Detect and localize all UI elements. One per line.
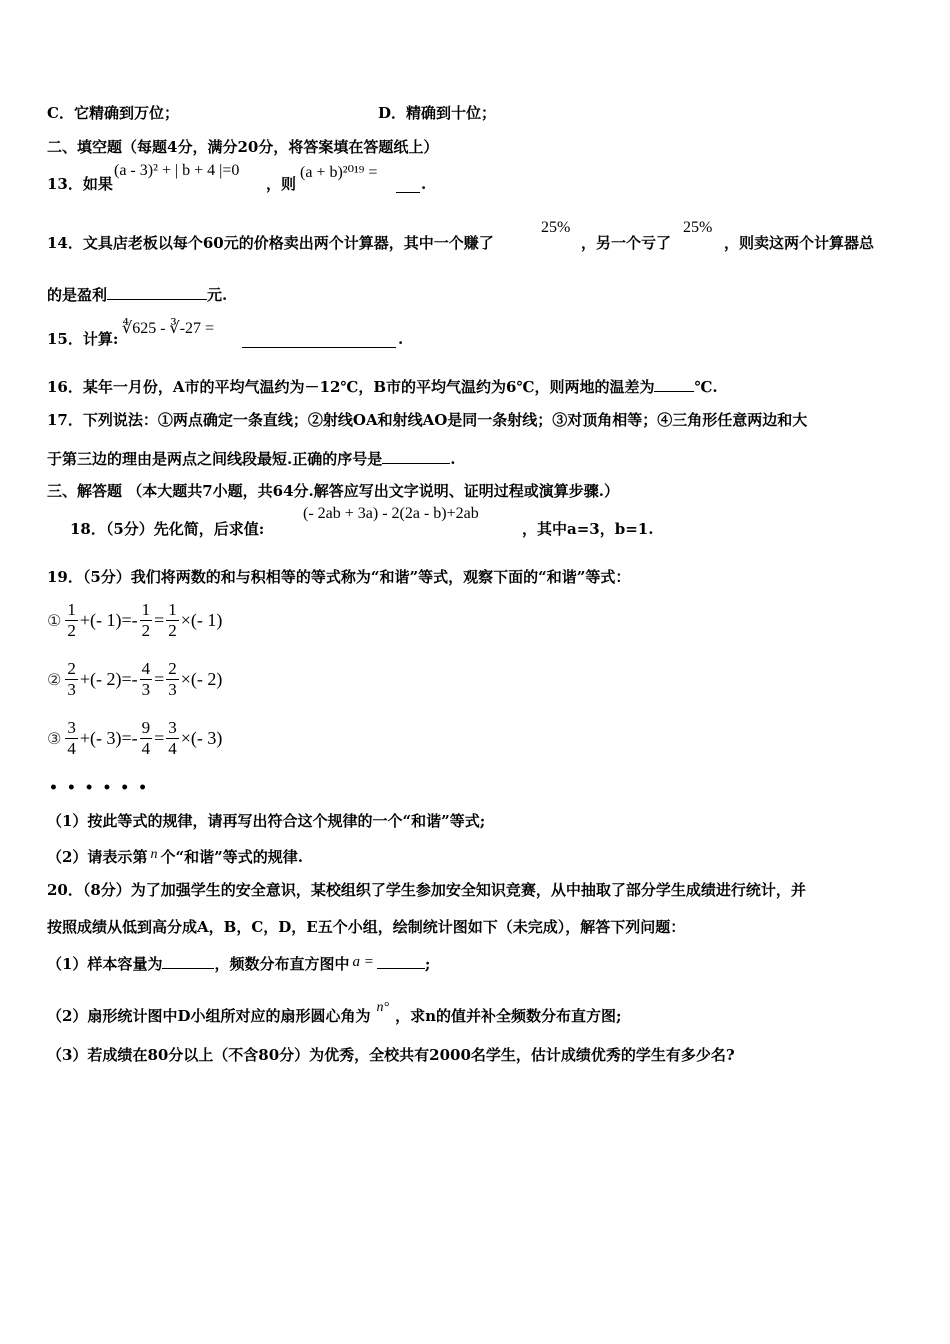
eq3-term1: +(- 3)=- <box>79 728 138 748</box>
eq2-term1: +(- 2)=- <box>79 669 138 689</box>
q16-suffix: ℃. <box>694 378 718 396</box>
q20-sub1-suffix: ; <box>424 955 431 973</box>
eq1-frac1: $\frac{1}{2}$ <box>67 600 76 640</box>
q14-line2 <box>47 283 227 305</box>
q19-intro: 19．（5分）我们将两数的和与积相等的等式称为“和谐”等式，观察下面的“和谐”等式： <box>47 568 631 586</box>
eq1-mark: ① <box>47 611 62 630</box>
q17-line2-suffix: . <box>450 450 456 468</box>
question-16 <box>47 375 718 397</box>
eq3-term2: = <box>154 728 165 748</box>
q13-prefix: 13．如果 <box>47 175 113 193</box>
eq1-term3: ×(- 1) <box>180 610 223 630</box>
q14-part3: ，则卖这两个计算器总 <box>724 234 875 252</box>
q18-prefix: 18．（5分）先化简，后求值: <box>70 520 265 538</box>
q17-line2 <box>47 447 455 469</box>
q15-suffix: . <box>398 330 404 348</box>
q13-suffix: . <box>421 175 427 193</box>
q19-equation-2 <box>47 659 222 700</box>
q14-part2: ，另一个亏了 <box>581 234 672 252</box>
q14-blank <box>107 283 207 300</box>
q19-sub2-var: n <box>150 847 158 862</box>
q19-sub1: （1）按此等式的规律，请再写出符合这个规律的一个“和谐”等式; <box>47 812 486 830</box>
q14-pct2: 25% <box>683 219 713 236</box>
q13-condition: (a - 3)² + | b + 4 |=0 <box>114 162 240 179</box>
q19-sub2 <box>47 845 303 867</box>
q13-expr: (a + b)²⁰¹⁹ = <box>300 164 378 181</box>
eq2-mark: ② <box>47 670 62 689</box>
q16-blank <box>654 375 694 392</box>
question-13 <box>47 174 113 194</box>
section-3-title: 三、解答题 （本大题共7小题，共64分.解答应写出文字说明、证明过程或演算步骤.） <box>47 482 619 500</box>
q20-line2: 按照成绩从低到高分成A，B，C，D，E五个小组，绘制统计图如下（未完成），解答下列问题： <box>47 918 686 936</box>
q20-blank-1 <box>162 952 214 969</box>
eq3-frac1: $\frac{3}{4}$ <box>67 718 76 758</box>
option-d: D．精确到十位； <box>378 104 497 122</box>
q19-equation-1 <box>47 600 222 641</box>
q20-sub1-mid: ，频数分布直方图中 <box>214 955 350 973</box>
q19-sub2-suffix: 个“和谐”等式的规律. <box>160 848 303 866</box>
eq3-mark: ③ <box>47 729 62 748</box>
q18-suffix: ，其中a=3，b=1. <box>522 520 654 538</box>
eq3-term3: ×(- 3) <box>180 728 223 748</box>
q14-line2-prefix: 的是盈利 <box>47 286 108 304</box>
q14-part1: 14．文具店老板以每个60元的价格卖出两个计算器，其中一个赚了 <box>47 234 494 252</box>
q15-prefix: 15．计算: <box>47 330 119 348</box>
eq3-frac2: $\frac{9}{4}$ <box>141 718 151 758</box>
eq2-frac2: $\frac{4}{3}$ <box>141 659 151 699</box>
q20-sub1-prefix: （1）样本容量为 <box>47 955 163 973</box>
section-2-title: 二、填空题（每题4分，满分20分，将答案填在答题纸上） <box>47 138 439 156</box>
q19-sub2-prefix: （2）请表示第 <box>47 848 148 866</box>
q19-equation-3 <box>47 718 222 759</box>
eq1-term2: = <box>154 610 165 630</box>
q19-dots: • • • • • • <box>49 780 150 796</box>
q13-mid: ，则 <box>266 175 297 193</box>
q20-sub3: （3）若成绩在80分以上（不含80分）为优秀，全校共有2000名学生，估计成绩优秀的学生有多少名? <box>47 1046 735 1064</box>
eq2-frac1: $\frac{2}{3}$ <box>67 659 76 699</box>
q18-expr: (- 2ab + 3a) - 2(2a - b)+2ab <box>303 505 479 522</box>
q20-sub1 <box>47 952 430 974</box>
eq2-term3: ×(- 2) <box>180 669 223 689</box>
eq3-frac3: $\frac{3}{4}$ <box>168 718 177 758</box>
q17-line2-prefix: 于第三边的理由是两点之间线段最短.正确的序号是 <box>47 450 383 468</box>
q20-sub2 <box>47 998 622 1026</box>
eq1-frac2: $\frac{1}{2}$ <box>141 600 151 640</box>
q20-sub1-var: a = <box>352 954 374 970</box>
q14-pct1: 25% <box>541 219 571 236</box>
q20-blank-2 <box>377 952 425 969</box>
eq2-frac3: $\frac{2}{3}$ <box>168 659 177 699</box>
option-c: C．它精确到万位； <box>47 104 179 122</box>
eq1-term1: +(- 1)=- <box>79 610 138 630</box>
eq1-frac3: $\frac{1}{2}$ <box>168 600 177 640</box>
q20-sub2-suffix: ，求n的值并补全频数分布直方图; <box>395 1007 622 1025</box>
q16-text: 16．某年一月份，A市的平均气温约为－12℃，B市的平均气温约为6℃，则两地的温差为 <box>47 378 655 396</box>
q17-line1: 17．下列说法：①两点确定一条直线；②射线OA和射线AO是同一条射线；③对顶角相等；④三角形任意两边和大 <box>47 411 808 429</box>
q13-blank <box>396 176 420 197</box>
q20-line1: 20．（8分）为了加强学生的安全意识，某校组织了学生参加安全知识竞赛，从中抽取了部分学生成绩进行统计，并 <box>47 881 806 899</box>
q15-blank <box>242 331 396 352</box>
q20-sub2-prefix: （2）扇形统计图中D小组所对应的扇形圆心角为 <box>47 1007 371 1025</box>
q20-sub2-var: n° <box>376 1000 390 1015</box>
eq2-term2: = <box>154 669 165 689</box>
q15-expr: ∜625 - ∛-27 = <box>122 320 215 337</box>
q17-blank <box>382 447 450 464</box>
q14-line2-suffix: 元. <box>207 286 228 304</box>
